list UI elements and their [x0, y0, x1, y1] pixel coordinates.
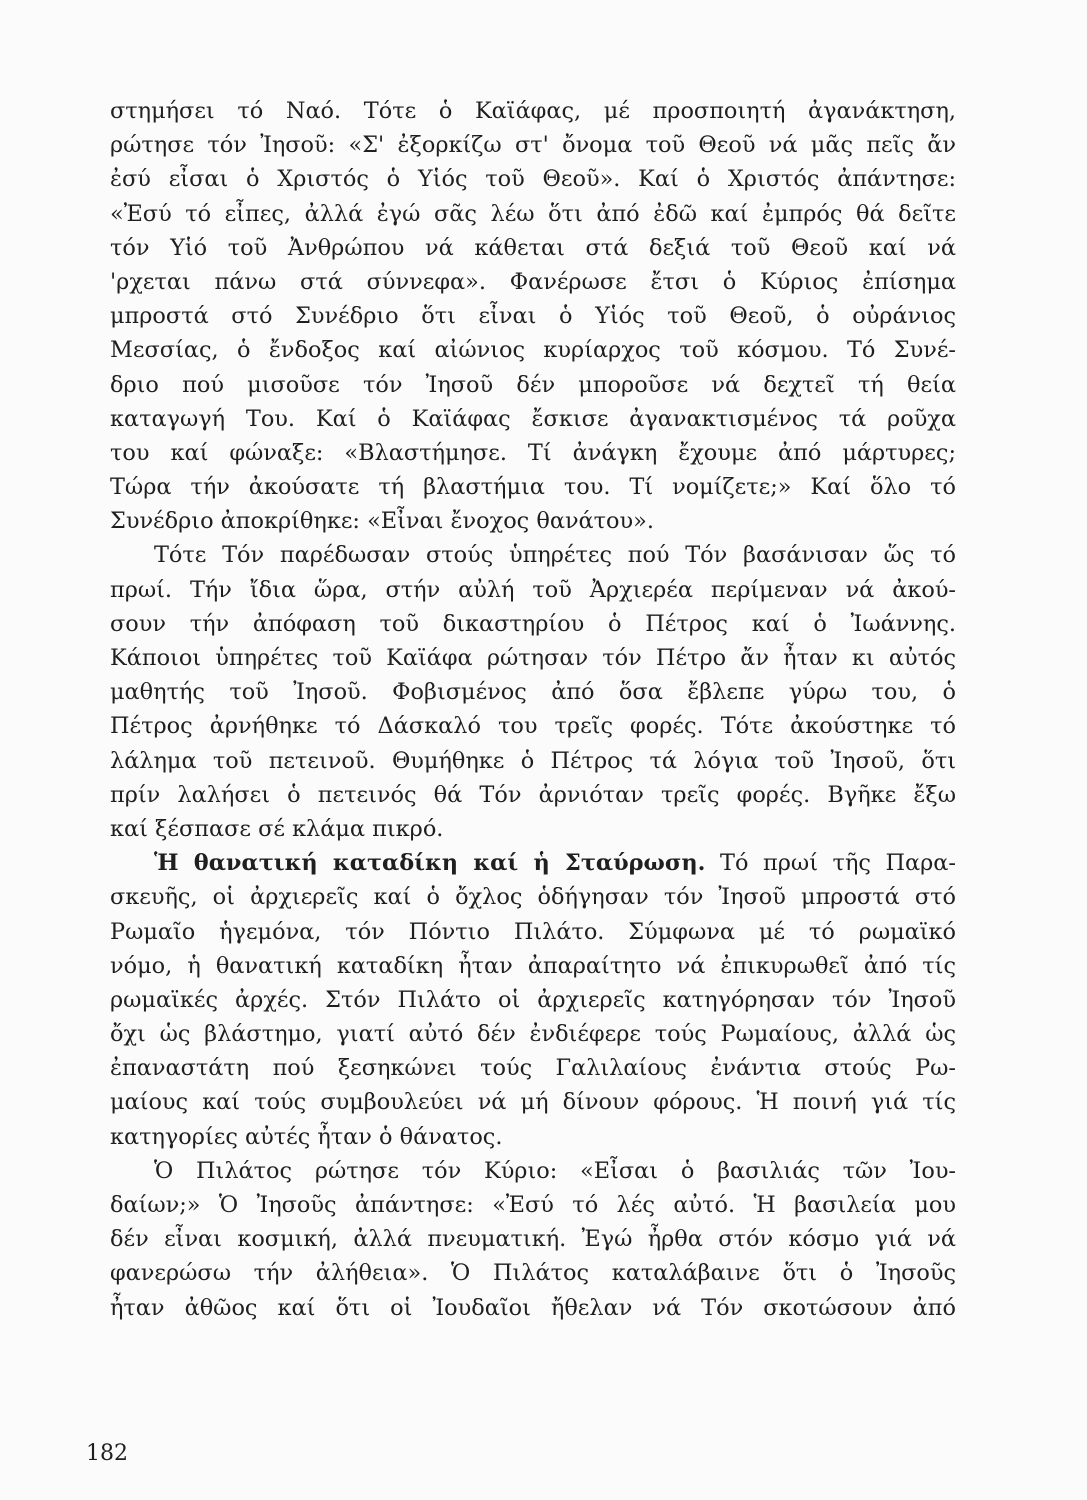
- text-line: καί ξέσπασε σέ κλάμα πικρό.: [110, 815, 444, 842]
- text-line: σουν τήν ἀπόφαση τοῦ δικαστηρίου ὁ Πέτρος καί ὁ Ἰωάννης.: [110, 610, 956, 637]
- text-line: Τότε Τόν παρέδωσαν στούς ὑπηρέτες πού Τόν βασάνισαν ὥς τό: [154, 542, 956, 569]
- section-heading: Ἡ θανατική καταδίκη καί ἡ Σταύρωση.: [154, 850, 706, 877]
- text-line: Συνέδριο ἀποκρίθηκε: «Εἶναι ἔνοχος θανάτου».: [110, 508, 654, 535]
- text-line: δριο πού μισοῦσε τόν Ἰησοῦ δέν μποροῦσε νά δεχτεῖ τή θεία: [110, 371, 956, 398]
- text-line: ἐπαναστάτη πού ξεσηκώνει τούς Γαλιλαίους ἐνάντια στούς Ρω-: [110, 1055, 956, 1082]
- text-line: τόν Υἱό τοῦ Ἀνθρώπου νά κάθεται στά δεξιά τοῦ Θεοῦ καί νά: [110, 234, 956, 261]
- text-line: 'ρχεται πάνω στά σύννεφα». Φανέρωσε ἔτσι ὁ Κύριος ἐπίσημα: [110, 268, 956, 295]
- text-line: κατηγορίες αὐτές ἦταν ὁ θάνατος.: [110, 1123, 503, 1150]
- text-line: ἦταν ἀθῶος καί ὅτι οἱ Ἰουδαῖοι ἤθελαν νά Τόν σκοτώσουν ἀπό: [110, 1294, 956, 1321]
- text-line: ἐσύ εἶσαι ὁ Χριστός ὁ Υἱός τοῦ Θεοῦ». Καί ὁ Χριστός ἀπάντησε:: [110, 166, 956, 193]
- text-line: δαίων;» Ὁ Ἰησοῦς ἀπάντησε: «Ἐσύ τό λές αὐτό. Ἡ βασιλεία μου: [110, 1192, 956, 1218]
- text-line: νόμο, ἡ θανατική καταδίκη ἦταν ἀπαραίτητο νά ἐπικυρωθεῖ ἀπό τίς: [110, 952, 956, 979]
- text-line: στημήσει τό Ναό. Τότε ὁ Καϊάφας, μέ προσποιητή ἀγανάκτηση,: [110, 98, 956, 124]
- text-line: ρώτησε τόν Ἰησοῦ: «Σ' ἐξορκίζω στ' ὄνομα τοῦ Θεοῦ νά μᾶς πεῖς ἄν: [110, 132, 956, 159]
- text-line: ρωμαϊκές ἀρχές. Στόν Πιλάτο οἱ ἀρχιερεῖς κατηγόρησαν τόν Ἰησοῦ: [110, 986, 956, 1013]
- text-line: του καί φώναξε: «Βλαστήμησε. Τί ἀνάγκη ἔχουμε ἀπό μάρτυρες;: [110, 439, 956, 466]
- text-line: πρωί. Τήν ἴδια ὥρα, στήν αὐλή τοῦ Ἀρχιερέα περίμεναν νά ἀκού-: [110, 576, 956, 603]
- text-line: ὄχι ὡς βλάστημο, γιατί αὐτό δέν ἐνδιέφερε τούς Ρωμαίους, ἀλλά ὡς: [110, 1021, 956, 1048]
- text-line: Κάποιοι ὑπηρέτες τοῦ Καϊάφα ρώτησαν τόν Πέτρο ἄν ἦταν κι αὐτός: [110, 645, 956, 671]
- page-number: 182: [86, 1441, 128, 1466]
- text-line: φανερώσω τήν ἀλήθεια». Ὁ Πιλάτος καταλάβαινε ὅτι ὁ Ἰησοῦς: [110, 1260, 956, 1287]
- text-line: «Ἐσύ τό εἶπες, ἀλλά ἐγώ σᾶς λέω ὅτι ἀπό ἐδῶ καί ἐμπρός θά δεῖτε: [110, 200, 956, 227]
- text-line: Τώρα τήν ἀκούσατε τή βλαστήμια του. Τί νομίζετε;» Καί ὅλο τό: [110, 474, 956, 501]
- text-line: Ὁ Πιλάτος ρώτησε τόν Κύριο: «Εἶσαι ὁ βασιλιάς τῶν Ἰου-: [154, 1157, 956, 1184]
- text-line: καταγωγή Του. Καί ὁ Καϊάφας ἔσκισε ἀγανακτισμένος τά ροῦχα: [110, 405, 956, 432]
- text-line: Πέτρος ἀρνήθηκε τό Δάσκαλό του τρεῖς φορές. Τότε ἀκούστηκε τό: [110, 713, 956, 740]
- text-line: μαίους καί τούς συμβουλεύει νά μή δίνουν φόρους. Ἡ ποινή γιά τίς: [110, 1089, 956, 1116]
- text-line: Τό πρωί τῆς Παρα-: [720, 850, 956, 877]
- text-line: Ρωμαῖο ἡγεμόνα, τόν Πόντιο Πιλάτο. Σύμφωνα μέ τό ρωμαϊκό: [110, 918, 956, 945]
- text-line: λάλημα τοῦ πετεινοῦ. Θυμήθηκε ὁ Πέτρος τά λόγια τοῦ Ἰησοῦ, ὅτι: [110, 747, 956, 774]
- body-text: [110, 94, 956, 1325]
- text-line: δέν εἶναι κοσμική, ἀλλά πνευματική. Ἐγώ ἦρθα στόν κόσμο γιά νά: [110, 1226, 956, 1253]
- text-line: σκευῆς, οἱ ἀρχιερεῖς καί ὁ ὄχλος ὁδήγησαν τόν Ἰησοῦ μπροστά στό: [110, 884, 956, 911]
- text-line: μαθητής τοῦ Ἰησοῦ. Φοβισμένος ἀπό ὅσα ἔβλεπε γύρω του, ὁ: [110, 679, 956, 706]
- text-line: μπροστά στό Συνέδριο ὅτι εἶναι ὁ Υἱός τοῦ Θεοῦ, ὁ οὐράνιος: [110, 303, 956, 330]
- text-line: πρίν λαλήσει ὁ πετεινός θά Τόν ἀρνιόταν τρεῖς φορές. Βγῆκε ἔξω: [110, 781, 956, 808]
- section-heading-line: [110, 846, 956, 880]
- text-line: Μεσσίας, ὁ ἔνδοξος καί αἰώνιος κυρίαρχος τοῦ κόσμου. Τό Συνέ-: [110, 337, 956, 364]
